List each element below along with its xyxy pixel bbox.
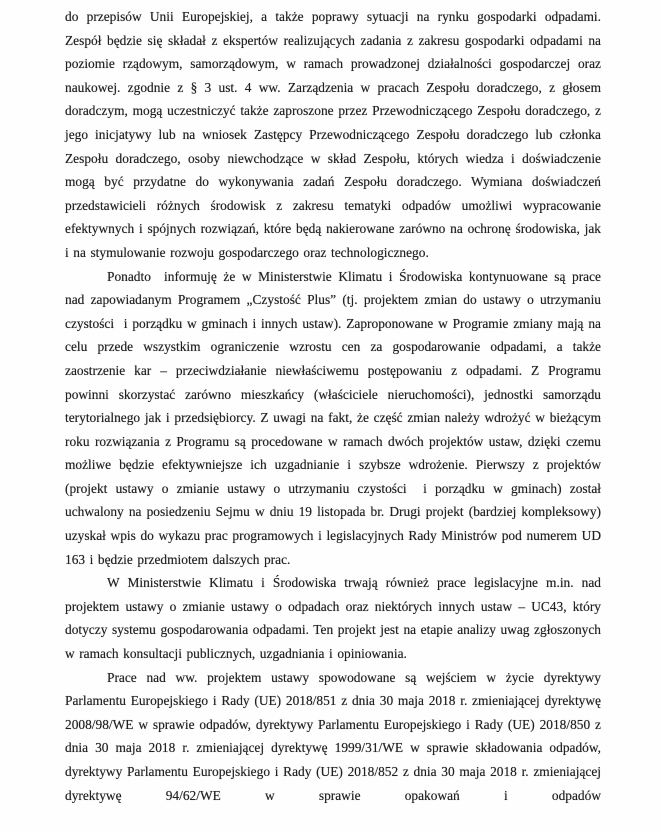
paragraph-eu-directives: Prace nad ww. projektem ustawy spowodowane są wejściem w życie dyrektywy Parlamentu Europejskiego i Rady (UE) 2018/851 z dnia 30 maja 2018 r. zmieniającej dyrektywę 2008/98/WE w sprawie odpadów, dyrektywy Parlamentu Europejskiego i Rady (UE) 2018/850 z dnia 30 maja 2018 r. zmieniającej dyrektywę 1999/31/WE w sprawie składowania odpadów, dyrektywy Parlamentu Europejskiego i Rady (UE) 2018/852 z dnia 30 maja 2018 r. zmieniającej dyrektywę 94/62/WE w sprawie opakowań i odpadów	[65, 669, 606, 803]
paragraph-continuation: do przepisów Unii Europejskiej, a także poprawy sytuacji na rynku gospodarki odpadami. Zespół będzie się składał z ekspertów realizujących zadania z zakresu gospodarki odpadami na poziomie rządowym, samorządowym, w ramach prowadzonej działalności gospodarczej oraz naukowej. zgodnie z § 3 ust. 4 ww. Zarządzenia w pracach Zespołu doradczego, z głosem doradczym, mogą uczestniczyć także zaproszone przez Przewodniczącego Zespołu doradczego, z jego inicjatywy lub na wniosek Zastępcy Przewodniczącego Zespołu doradczego lub członka Zespołu doradczego, osoby niewchodzące w skład Zespołu, których wiedza i doświadczenie mogą być przydatne do wykonywania zadań Zespołu doradczego. Wymiana doświadczeń przedstawicieli różnych środowisk z zakresu tematyki odpadów umożliwi wypracowanie efektywnych i spójnych rozwiązań, które będą nakierowane zarówno na ochronę środowiska, jak i na stymulowanie rozwoju gospodarczego oraz technologicznego.	[65, 9, 606, 260]
paragraph-uc43: W Ministerstwie Klimatu i Środowiska trwają również prace legislacyjne m.in. nad projektem ustawy o zmianie ustawy o odpadach oraz niektórych innych ustaw – UC43, który dotyczy systemu gospodarowania odpadami. Ten projekt jest na etapie analizy uwag zgłoszonych w ramach konsultacji publicznych, uzgadniania i opiniowania.	[65, 575, 606, 662]
paragraph-program-czystosc-plus: Ponadto informuję że w Ministerstwie Klimatu i Środowiska kontynuowane są prace nad zapowiadanym Programem „Czystość Plus” (tj. projektem zmian do ustawy o utrzymaniu czystości i porządku w gminach i innych ustaw). Zaproponowane w Programie zmiany mają na celu przede wszystkim ograniczenie wzrostu cen za gospodarowanie odpadami, a także zaostrzenie kar – przeciwdziałanie niewłaściwemu postępowaniu z odpadami. Z Programu powinni skorzystać zarówno mieszkańcy (właściciele nieruchomości), jednostki samorządu terytorialnego jak i przedsiębiorcy. Z uwagi na fakt, że część zmian należy wdrożyć w bieżącym roku rozwiązania z Programu są procedowane w ramach dwóch projektów ustaw, dzięki czemu możliwe będzie efektywniejsze ich uzgadnianie i szybsze wdrożenie. Pierwszy z projektów (projekt ustawy o zmianie ustawy o utrzymaniu czystości i porządku w gminach) został uchwalony na posiedzeniu Sejmu w dniu 19 listopada br. Drugi projekt (bardziej kompleksowy) uzyskał wpis do wykazu prac programowych i legislacyjnych Rady Ministrów pod numerem UD 163 i będzie przedmiotem dalszych prac.	[65, 268, 606, 567]
